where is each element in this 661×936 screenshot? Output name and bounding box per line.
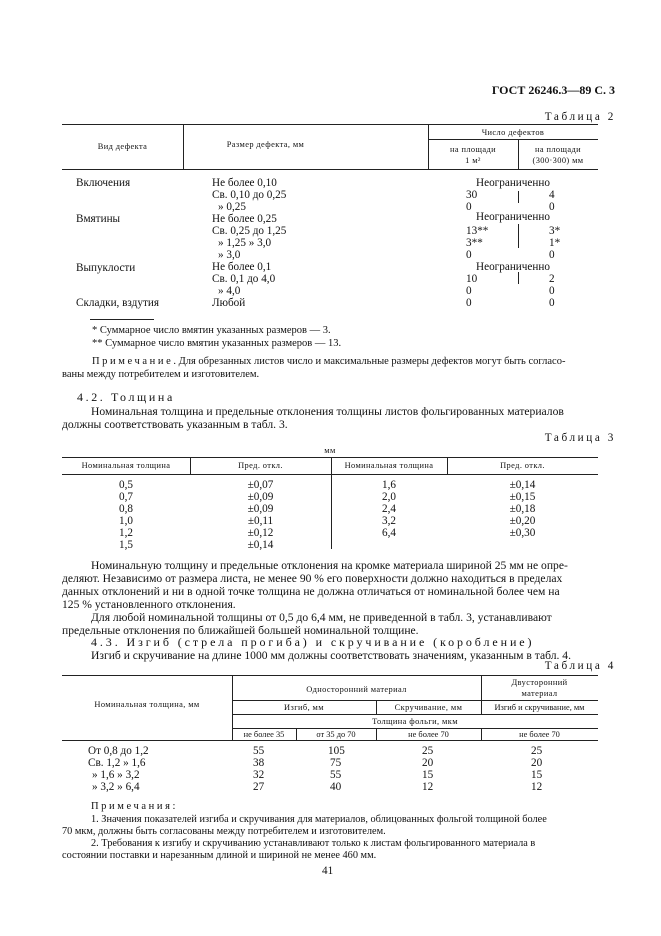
- table2-count-a: 3**: [466, 237, 483, 249]
- table2-size: Св. 0,25 до 1,25: [212, 225, 287, 237]
- table3-cell: ±0,30: [509, 527, 536, 539]
- table3-cell: 1,5: [119, 539, 133, 551]
- table4-caption: Таблица 4: [544, 660, 616, 672]
- table3-cell: 3,2: [382, 515, 396, 527]
- table2-col-area1: на площади: [449, 145, 497, 154]
- table3-top-rule: [62, 457, 598, 458]
- table2-header-bottom-rule: [62, 169, 598, 170]
- section-4-2-title: 4.2. Толщина: [77, 390, 175, 404]
- table3-cell: ±0,07: [247, 479, 274, 491]
- table3-header-rule: [62, 474, 598, 475]
- table3-cell: 2,4: [382, 503, 396, 515]
- table3-h-deviation-2: Пред. откл.: [500, 461, 545, 470]
- table4-cell: 55: [253, 745, 265, 757]
- table4-h-twist: Скручивание, мм: [394, 703, 463, 712]
- table2-count-b: 0: [549, 285, 555, 297]
- table2-count-b: 2: [549, 273, 555, 285]
- table2-col-defect: Вид дефекта: [97, 142, 148, 151]
- para3-l3: данных отклонений и ни в одной точке толщина не должна отличаться от номинальной более чем на: [62, 585, 560, 598]
- table2-defect-name: Включения: [76, 177, 131, 189]
- table3-cell: ±0,18: [509, 503, 536, 515]
- table2-count-b: 0: [549, 201, 555, 213]
- table3-cell: ±0,09: [247, 491, 274, 503]
- table2-caption: Таблица 2: [544, 111, 616, 123]
- table2-defect-name: Выпуклости: [76, 262, 136, 274]
- table3-cell: 0,7: [119, 491, 133, 503]
- table2-count-a: 30: [466, 189, 478, 201]
- table4-notes-label: Примечания:: [91, 801, 179, 812]
- para3-l1: Номинальную толщину и предельные отклонения на кромке материала шириной 25 мм не опре-: [91, 559, 568, 572]
- table4-cell: 27: [253, 781, 265, 793]
- table4-h-nominal: Номинальная толщина, мм: [94, 700, 200, 709]
- table4-cell: 25: [422, 745, 434, 757]
- note-text: Для обрезанных листов число и максимальные размеры дефектов могут быть согласо-: [178, 356, 566, 367]
- table3-cell: ±0,12: [247, 527, 274, 539]
- table2-size: Любой: [212, 297, 246, 309]
- table2-size: » 1,25 » 3,0: [218, 237, 272, 249]
- para3-l6: предельные отклонения по ближайшей большей номинальной толщине.: [62, 624, 419, 637]
- table2-count-b: 3*: [549, 225, 561, 237]
- table2-span: Неограниченно: [476, 261, 550, 273]
- table2-size: » 4,0: [218, 285, 241, 297]
- table2-count-a: 13**: [466, 225, 489, 237]
- table2-count-a: 0: [466, 297, 472, 309]
- table3-unit: мм: [324, 446, 336, 455]
- table3-cell: 1,6: [382, 479, 396, 491]
- table3-h-deviation: Пред. откл.: [238, 461, 283, 470]
- table3-cell: 2,0: [382, 491, 396, 503]
- table2-col-area1-unit: 1 м²: [465, 156, 481, 165]
- table3-cell: ±0,20: [509, 515, 536, 527]
- table4-h-bend: Изгиб, мм: [284, 703, 324, 712]
- table4-cell: 38: [253, 757, 265, 769]
- table2-note: [92, 355, 565, 368]
- table2-count-b: 0: [549, 297, 555, 309]
- table2-count-b: 4: [549, 189, 555, 201]
- table3-h-nominal-2: Номинальная толщина: [344, 461, 434, 470]
- table2-size: Не более 0,10: [212, 177, 277, 189]
- table3-cell: 1,0: [119, 515, 133, 527]
- table3-cell: 0,8: [119, 503, 133, 515]
- table2-col-area2-unit: (300·300) мм: [532, 156, 584, 165]
- table4-cell: 32: [253, 769, 265, 781]
- para3-l4: 125 % установленного отклонения.: [62, 598, 236, 611]
- table2-col-area2: на площади: [534, 145, 582, 154]
- table2-size: Св. 0,10 до 0,25: [212, 189, 287, 201]
- table3-cell: ±0,11: [247, 515, 274, 527]
- table4-cell: 105: [328, 745, 345, 757]
- table2-size: » 3,0: [218, 249, 241, 261]
- table3-caption: Таблица 3: [544, 432, 616, 444]
- table4-note-1-cont: 70 мкм, должны быть согласованы между потребителем и изготовителем.: [62, 826, 386, 837]
- table4-h-two-sided-2: материал: [521, 689, 558, 698]
- table3-cell: 0,5: [119, 479, 133, 491]
- table4-cell: 75: [330, 757, 342, 769]
- table2-col-size: Размер дефекта, мм: [226, 140, 305, 149]
- table4-note-2-cont: состоянии поставки и нарезанным длиной и шириной не менее 460 мм.: [62, 850, 377, 861]
- table2-size: Не более 0,25: [212, 213, 277, 225]
- table2-top-rule: [62, 124, 598, 125]
- section-4-2-p1: Номинальная толщина и предельные отклонения толщины листов фольгированных материалов: [91, 405, 564, 418]
- table3-cell: ±0,15: [509, 491, 536, 503]
- document-header: ГОСТ 26246.3—89 С. 3: [491, 83, 615, 97]
- table3-h-nominal: Номинальная толщина: [81, 461, 171, 470]
- table4-cell: 12: [531, 781, 543, 793]
- table4-note-1: 1. Значения показателей изгиба и скручивания для материалов, облицованных фольгой толщиной более: [91, 814, 547, 825]
- table2-count-b: 1*: [549, 237, 561, 249]
- table4-h-foil: Толщина фольги, мкм: [372, 717, 458, 726]
- table3-cell: ±0,09: [247, 503, 274, 515]
- table4-cell: 20: [422, 757, 434, 769]
- table2-sep: [518, 191, 519, 203]
- table4-header-bottom-rule: [62, 740, 598, 741]
- section-4-3-title: 4.3. Изгиб (стрела прогиба) и скручивание (коробление): [91, 635, 535, 649]
- table3-cell: ±0,14: [247, 539, 274, 551]
- table4-h-le70-2: не более 70: [519, 730, 560, 739]
- table4-cell: 12: [422, 781, 434, 793]
- table2-span: Неограниченно: [476, 211, 550, 223]
- table4-note-2: 2. Требования к изгибу и скручиванию устанавливают только к листам фольгированного материала в: [91, 838, 536, 849]
- table2-size: » 0,25: [218, 201, 246, 213]
- table4-thickness: Св. 1,2 » 1,6: [88, 757, 146, 769]
- table4-h-one-sided: Односторонний материал: [306, 685, 407, 694]
- section-4-3-p1: Изгиб и скручивание на длине 1000 мм должны соответствовать значениям, указанным в табл. 4.: [91, 649, 571, 662]
- table4-h-le35: не более 35: [243, 730, 285, 739]
- table3-cell: 6,4: [382, 527, 396, 539]
- page-number: 41: [322, 865, 334, 877]
- table4-cell: 20: [531, 757, 543, 769]
- table4-h-both: Изгиб и скручивание, мм: [494, 703, 585, 712]
- table4-cell: 15: [422, 769, 434, 781]
- table4-h-35-70: от 35 до 70: [316, 730, 356, 739]
- table4-cell: 40: [330, 781, 342, 793]
- table4-top-rule: [62, 675, 598, 676]
- table2-count-b: 0: [549, 249, 555, 261]
- table4-rule: [232, 728, 598, 729]
- table2-count-a: 0: [466, 201, 472, 213]
- footnote-2: ** Суммарное число вмятин указанных размеров — 13.: [92, 338, 342, 349]
- table2-note-cont: ваны между потребителем и изготовителем.: [62, 369, 260, 380]
- table4-rule: [232, 714, 598, 715]
- table3-cell: ±0,14: [509, 479, 536, 491]
- table2-span: Неограниченно: [476, 177, 550, 189]
- table4-thickness: » 3,2 » 6,4: [92, 781, 140, 793]
- table2-count-a: 0: [466, 249, 472, 261]
- table4-h-le70: не более 70: [408, 730, 449, 739]
- table2-defect-name: Складки, вздутия: [76, 297, 159, 309]
- table4-h-two-sided: Двусторонний: [511, 678, 568, 687]
- table2-size: Не более 0,1: [212, 261, 272, 273]
- table4-thickness: От 0,8 до 1,2: [88, 745, 149, 757]
- table4-cell: 15: [531, 769, 543, 781]
- table2-defect-name: Вмятины: [76, 213, 121, 225]
- table2-size: Св. 0,1 до 4,0: [212, 273, 276, 285]
- table2-count-a: 0: [466, 285, 472, 297]
- table2-header-rule: [428, 139, 598, 140]
- footnote-1: * Суммарное число вмятин указанных размеров — 3.: [92, 325, 331, 336]
- para3-l5: Для любой номинальной толщины от 0,5 до 6,4 мм, не приведенной в табл. 3, устанавливают: [91, 611, 552, 624]
- table2-count-a: 10: [466, 273, 478, 285]
- para3-l2: деляют. Независимо от размера листа, не менее 90 % его поверхности должно находиться в пределах: [62, 572, 563, 585]
- table2-col-count: Число дефектов: [481, 128, 545, 137]
- note-label: Примечание.: [92, 356, 179, 367]
- footnote-rule: [90, 319, 154, 320]
- table4-cell: 55: [330, 769, 342, 781]
- table4-thickness: » 1,6 » 3,2: [92, 769, 140, 781]
- table4-cell: 25: [531, 745, 543, 757]
- section-4-2-p2: должны соответствовать указанным в табл. 3.: [62, 418, 288, 431]
- table4-rule: [232, 700, 598, 701]
- table3-cell: 1,2: [119, 527, 133, 539]
- table2-sep: [518, 224, 519, 248]
